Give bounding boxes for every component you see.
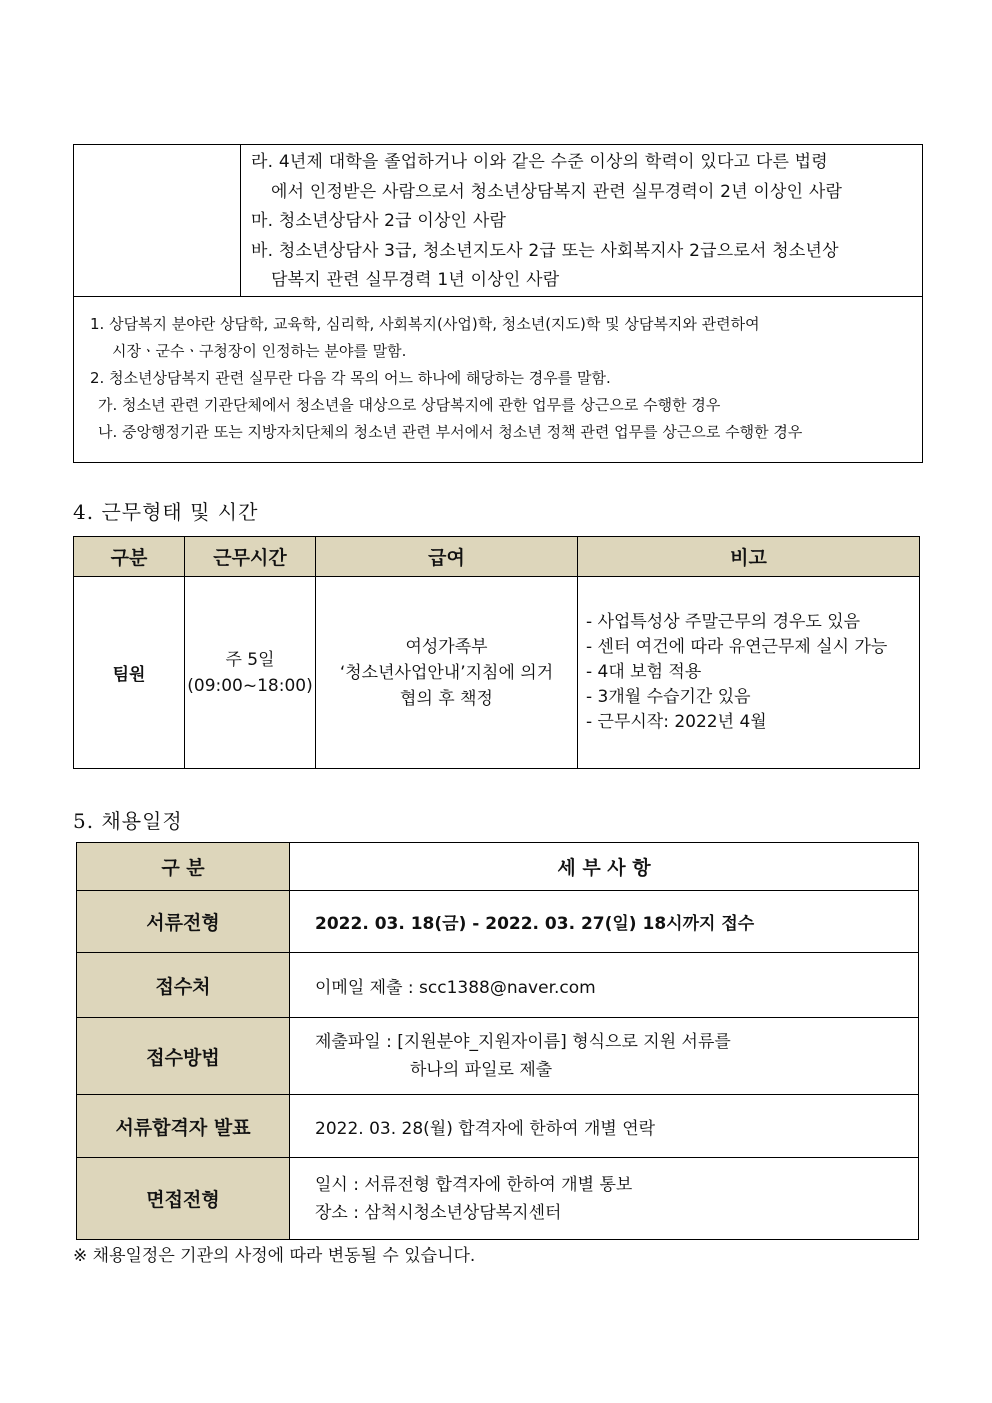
schedule-value-line: 일시 : 서류전형 합격자에 한하여 개별 통보 — [315, 1174, 633, 1195]
qualification-label-cell — [74, 145, 241, 297]
schedule-header — [77, 843, 919, 891]
schedule-row-interview — [77, 1158, 919, 1240]
note-1: 1. 상담복지 분야란 상담학, 교육학, 심리학, 사회복지(사업)학, 청소년(지도)학 및 상담복지와 관련하여 — [90, 314, 760, 333]
remark-item: - 근무시작: 2022년 4월 — [586, 712, 767, 732]
schedule-value: 2022. 03. 18(금) - 2022. 03. 27(일) 18시까지 접수 — [290, 891, 919, 953]
qualification-notes-row — [74, 296, 923, 462]
header-remarks: 비고 — [578, 537, 920, 577]
work-conditions-table — [73, 536, 920, 769]
qualification-item-ma — [251, 207, 914, 237]
schedule-row-method — [77, 1018, 919, 1095]
schedule-header-detail: 세 부 사 항 — [290, 843, 919, 891]
schedule-value-line: 하나의 파일로 제출 — [410, 1060, 553, 1080]
section-5-title: 5. 채용일정 — [73, 809, 183, 833]
qualification-item-text: 라. 4년제 대학을 졸업하거나 이와 같은 수준 이상의 학력이 있다고 다른 법령 — [251, 152, 828, 172]
hours-days: 주 5일 — [225, 649, 275, 670]
pay-cell — [316, 577, 578, 769]
header-pay: 급여 — [316, 537, 578, 577]
schedule-value-line: 제출파일 : [지원분야_지원자이름] 형식으로 지원 서류를 — [315, 1032, 731, 1052]
schedule-value-line: 장소 : 삼척시청소년상담복지센터 — [315, 1202, 562, 1223]
schedule-label: 접수처 — [77, 953, 290, 1018]
schedule-table — [76, 842, 919, 1240]
note-2-ga: 가. 청소년 관련 기관단체에서 청소년을 대상으로 상담복지에 관한 업무를 상근으로 수행한 경우 — [98, 395, 721, 414]
work-table-header — [74, 537, 920, 577]
qualification-item-text: 에서 인정받은 사람으로서 청소년상담복지 관련 실무경력이 2년 이상인 사람 — [271, 181, 843, 202]
schedule-value — [290, 1158, 919, 1240]
qualification-notes-cell — [74, 296, 923, 462]
remark-item: - 사업특성상 주말근무의 경우도 있음 — [586, 612, 861, 632]
qualification-item-ra — [251, 148, 914, 207]
pay-line-1: 여성가족부 — [405, 636, 488, 657]
note-2: 2. 청소년상담복지 관련 실무란 다음 각 목의 어느 하나에 해당하는 경우를 말함. — [90, 368, 611, 387]
qualification-item-text: 바. 청소년상담사 3급, 청소년지도사 2급 또는 사회복지사 2급으로서 청소년상 — [251, 240, 839, 261]
qualification-item-text: 마. 청소년상담사 2급 이상인 사람 — [251, 211, 507, 231]
schedule-row-document — [77, 891, 919, 953]
qualification-item-text: 담복지 관련 실무경력 1년 이상인 사람 — [271, 270, 560, 290]
remark-item: - 센터 여건에 따라 유연근무제 실시 가능 — [586, 637, 888, 657]
remarks-cell — [578, 577, 920, 769]
header-hours: 근무시간 — [185, 537, 316, 577]
schedule-footnote: ※ 채용일정은 기관의 사정에 따라 변동될 수 있습니다. — [73, 1246, 476, 1266]
schedule-label: 접수방법 — [77, 1018, 290, 1095]
schedule-label: 서류합격자 발표 — [77, 1095, 290, 1158]
category-cell: 팀원 — [74, 577, 185, 769]
pay-line-2: ‘청소년사업안내’지침에 의거 — [339, 662, 554, 683]
hours-time: (09:00~18:00) — [187, 675, 313, 696]
schedule-row-receipt — [77, 953, 919, 1018]
qualification-items-cell — [241, 145, 923, 297]
schedule-row-announcement — [77, 1095, 919, 1158]
section-4-title: 4. 근무형태 및 시간 — [73, 500, 259, 524]
work-table-row — [74, 577, 920, 769]
qualification-item-ba — [251, 237, 914, 296]
qualification-row — [74, 145, 923, 297]
remark-item: - 3개월 수습기간 있음 — [586, 687, 751, 707]
pay-line-3: 협의 후 책정 — [400, 688, 493, 709]
remark-item: - 4대 보험 적용 — [586, 662, 702, 682]
note-2-na: 나. 중앙행정기관 또는 지방자치단체의 청소년 관련 부서에서 청소년 정책 관련 업무를 상근으로 수행한 경우 — [98, 422, 803, 441]
schedule-label: 서류전형 — [77, 891, 290, 953]
qualification-table — [73, 144, 923, 463]
note-1-cont: 시장ㆍ군수ㆍ구청장이 인정하는 분야를 말함. — [112, 341, 407, 360]
schedule-header-label: 구 분 — [77, 843, 290, 891]
header-category: 구분 — [74, 537, 185, 577]
schedule-value: 이메일 제출 : scc1388@naver.com — [290, 953, 919, 1018]
hours-cell — [185, 577, 316, 769]
schedule-value — [290, 1018, 919, 1095]
schedule-label: 면접전형 — [77, 1158, 290, 1240]
schedule-value: 2022. 03. 28(월) 합격자에 한하여 개별 연락 — [290, 1095, 919, 1158]
